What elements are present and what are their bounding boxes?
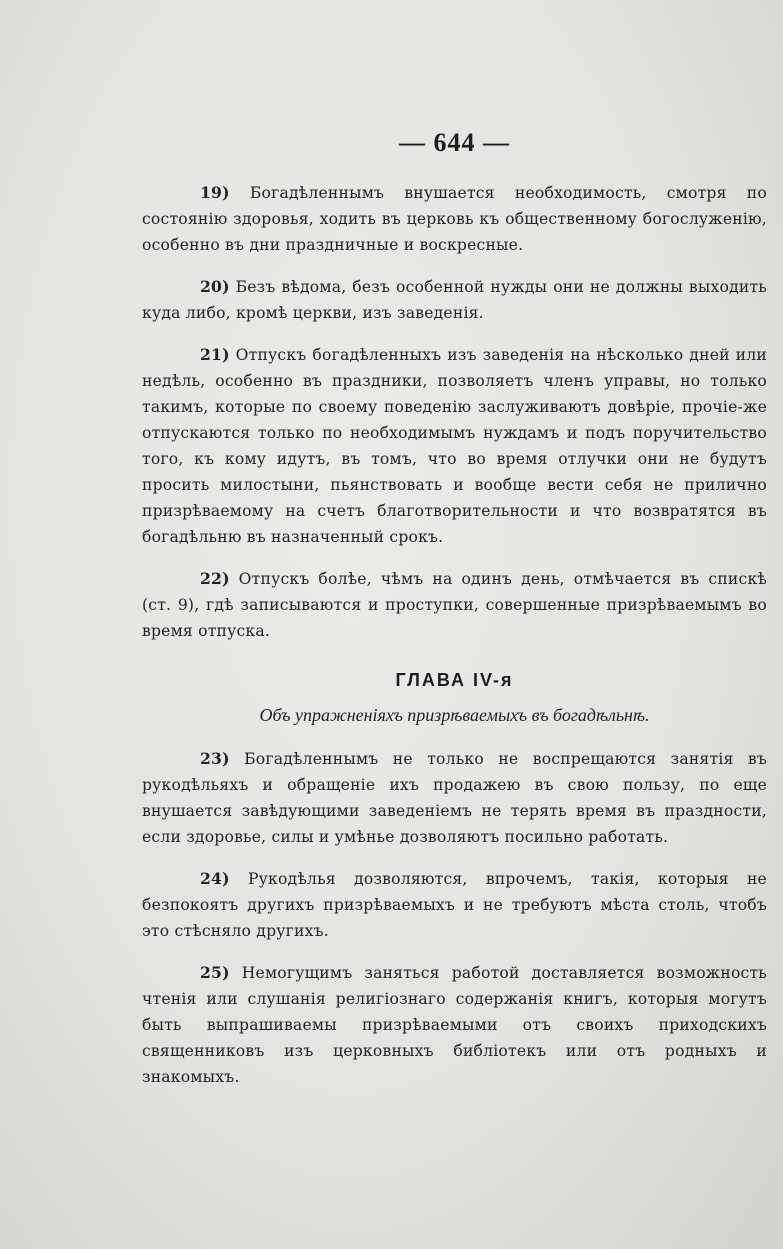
paragraph-text: Богадѣленнымъ внушается необходимость, смотря по состоянію здоровья, ходить въ церковь къ общественному богослуженію, особенно въ дни праздничные и воскресные. xyxy=(142,184,767,254)
page-number: — 644 — xyxy=(399,128,510,157)
paragraph-number: 23) xyxy=(200,749,230,768)
paragraph-text: Отпускъ болѣе, чѣмъ на одинъ день, отмѣчается въ спискѣ (ст. 9), гдѣ записываются и проступки, совершенные призрѣваемымъ во время отпуска. xyxy=(142,570,767,640)
chapter-title: ГЛАВА IV-я xyxy=(395,670,514,690)
paragraph-text: Немогущимъ заняться работой доставляется возможность чтенія или слушанія религіознаго содержанія книгъ, которыя могутъ быть выпрашиваемы призрѣваемыми отъ своихъ приходскихъ священниковъ изъ церковныхъ библіотекъ или отъ родныхъ и знакомыхъ. xyxy=(142,964,767,1086)
paragraph-24 xyxy=(142,866,767,944)
paragraph-number: 19) xyxy=(200,183,230,202)
paragraph-text: Богадѣленнымъ не только не воспрещаются занятія въ рукодѣльяхъ и обращеніе ихъ продажею въ свою пользу, по еще внушается завѣдующими заведеніемъ не терять время въ праздности, если здоровье, силы и умѣнье дозволяютъ посильно работать. xyxy=(142,750,767,846)
chapter-subtitle: Объ упражненіяхъ призрѣваемыхъ въ богадѣльнѣ. xyxy=(259,705,650,725)
paragraph-text: Отпускъ богадѣленныхъ изъ заведенія на нѣсколько дней или недѣль, особенно въ праздники, позволяетъ членъ управы, но только такимъ, которые по своему поведенію заслуживаютъ довѣріе, прочіе-же отпускаются только по необходимымъ нуждамъ и подъ поручительство того, къ кому идутъ, въ томъ, что во время отлучки они не будутъ просить милостыни, пьянствовать и вообще вести себя не прилично призрѣваемому на счетъ благотворительности и что возвратятся въ богадѣльню въ назначенный срокъ. xyxy=(142,346,767,546)
paragraph-number: 24) xyxy=(200,869,230,888)
paragraph-number: 21) xyxy=(200,345,230,364)
paragraph-21 xyxy=(142,342,767,550)
paragraph-22 xyxy=(142,566,767,644)
paragraph-text: Безъ вѣдома, безъ особенной нужды они не должны выходить куда либо, кромѣ церкви, изъ заведенія. xyxy=(142,278,767,322)
paragraph-23 xyxy=(142,746,767,850)
paragraph-text: Рукодѣлья дозволяются, впрочемъ, такія, которыя не безпокоятъ другихъ призрѣваемыхъ и не требуютъ мѣста столь, чтобъ это стѣсняло другихъ. xyxy=(142,870,767,940)
page-text-block xyxy=(142,128,767,1106)
paragraph-25 xyxy=(142,960,767,1090)
paragraph-20 xyxy=(142,274,767,326)
paragraph-19 xyxy=(142,180,767,258)
paragraph-number: 25) xyxy=(200,963,230,982)
paragraph-number: 20) xyxy=(200,277,230,296)
paragraph-number: 22) xyxy=(200,569,230,588)
